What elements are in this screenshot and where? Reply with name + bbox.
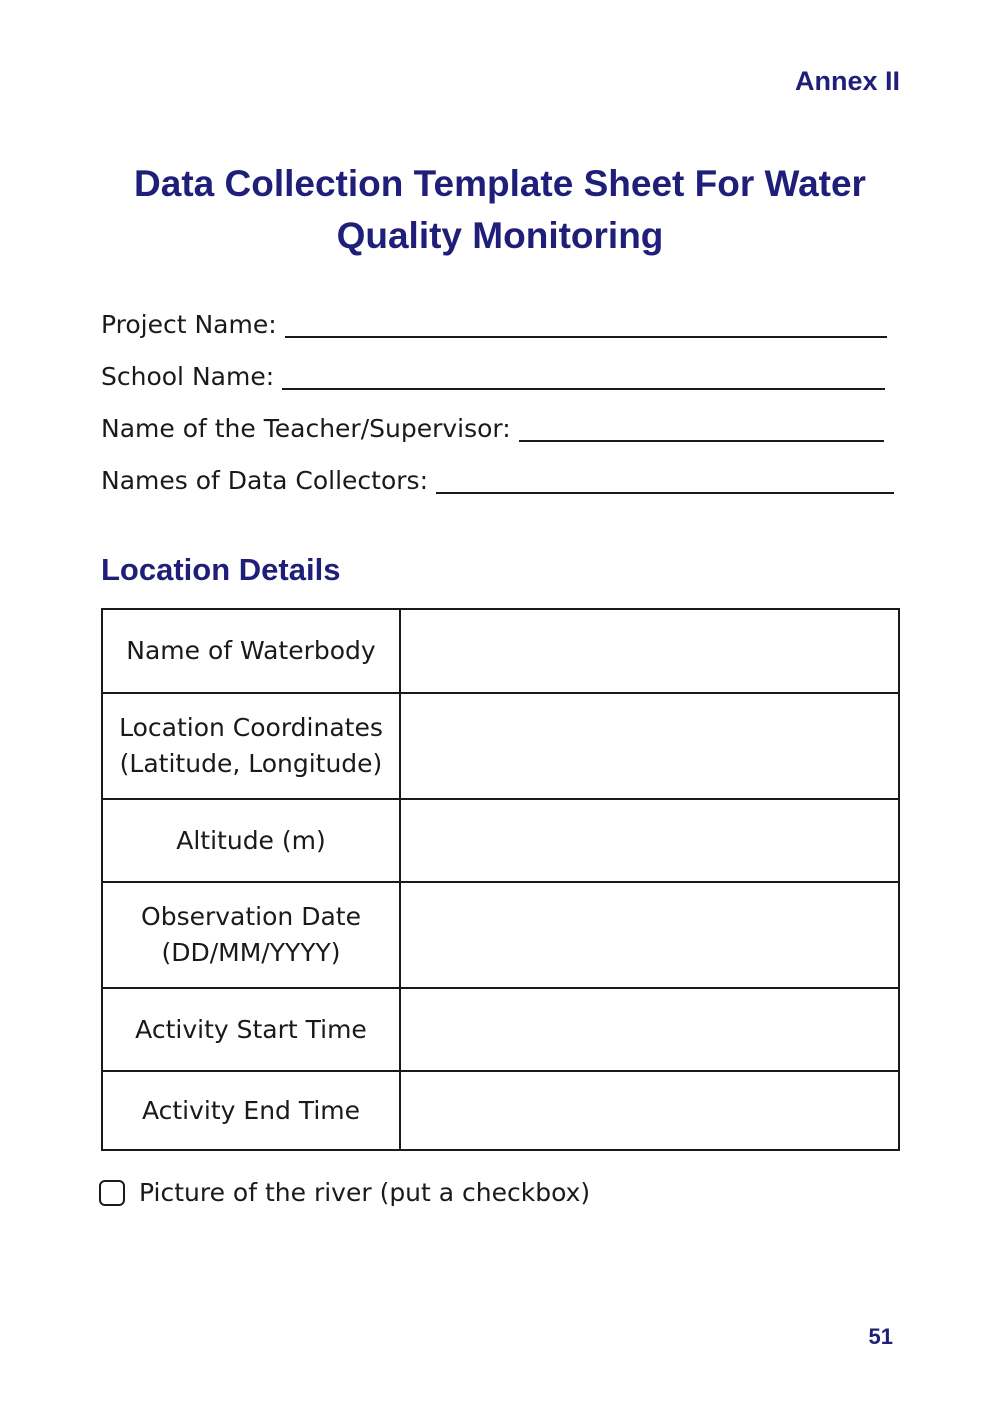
- table-row: [102, 799, 899, 882]
- row-label-observation-date: Observation Date (DD/MM/YYYY): [102, 882, 400, 988]
- river-picture-label: Picture of the river (put a checkbox): [139, 1178, 591, 1207]
- page-title-line-1: Data Collection Template Sheet For Water: [134, 163, 866, 204]
- data-collectors-label: Names of Data Collectors:: [101, 466, 429, 495]
- row-label-altitude: Altitude (m): [102, 799, 400, 882]
- school-name-label: School Name:: [101, 362, 275, 391]
- value-cell-observation-date[interactable]: [400, 882, 899, 988]
- project-name-label: Project Name:: [101, 310, 277, 339]
- table-row: [102, 882, 899, 988]
- project-name-input-line[interactable]: [285, 336, 887, 338]
- row-label-start-time: Activity Start Time: [102, 988, 400, 1071]
- table-row: [102, 609, 899, 693]
- row-label-coordinates: Location Coordinates (Latitude, Longitude): [102, 693, 400, 799]
- value-cell-waterbody[interactable]: [400, 609, 899, 693]
- value-cell-end-time[interactable]: [400, 1071, 899, 1150]
- row-label-end-time: Activity End Time: [102, 1071, 400, 1150]
- value-cell-start-time[interactable]: [400, 988, 899, 1071]
- teacher-supervisor-input-line[interactable]: [519, 440, 884, 442]
- data-collectors-field: [101, 462, 894, 496]
- page-title: [100, 158, 900, 262]
- project-name-field: [101, 306, 887, 340]
- school-name-field: [101, 358, 885, 392]
- school-name-input-line[interactable]: [282, 388, 885, 390]
- table-row: [102, 693, 899, 799]
- page-number: 51: [868, 1324, 893, 1349]
- data-collectors-input-line[interactable]: [436, 492, 894, 494]
- value-cell-altitude[interactable]: [400, 799, 899, 882]
- row-label-waterbody: Name of Waterbody: [102, 609, 400, 693]
- teacher-supervisor-field: [101, 410, 884, 444]
- river-picture-option: [99, 1178, 590, 1207]
- value-cell-coordinates[interactable]: [400, 693, 899, 799]
- location-details-table: [101, 608, 900, 1151]
- river-picture-checkbox[interactable]: [99, 1180, 125, 1206]
- annex-label: Annex II: [794, 66, 900, 96]
- table-row: [102, 1071, 899, 1150]
- teacher-supervisor-label: Name of the Teacher/Supervisor:: [101, 414, 511, 443]
- table-row: [102, 988, 899, 1071]
- page-title-line-2: Quality Monitoring: [336, 215, 664, 256]
- section-title-location-details: Location Details: [101, 552, 341, 587]
